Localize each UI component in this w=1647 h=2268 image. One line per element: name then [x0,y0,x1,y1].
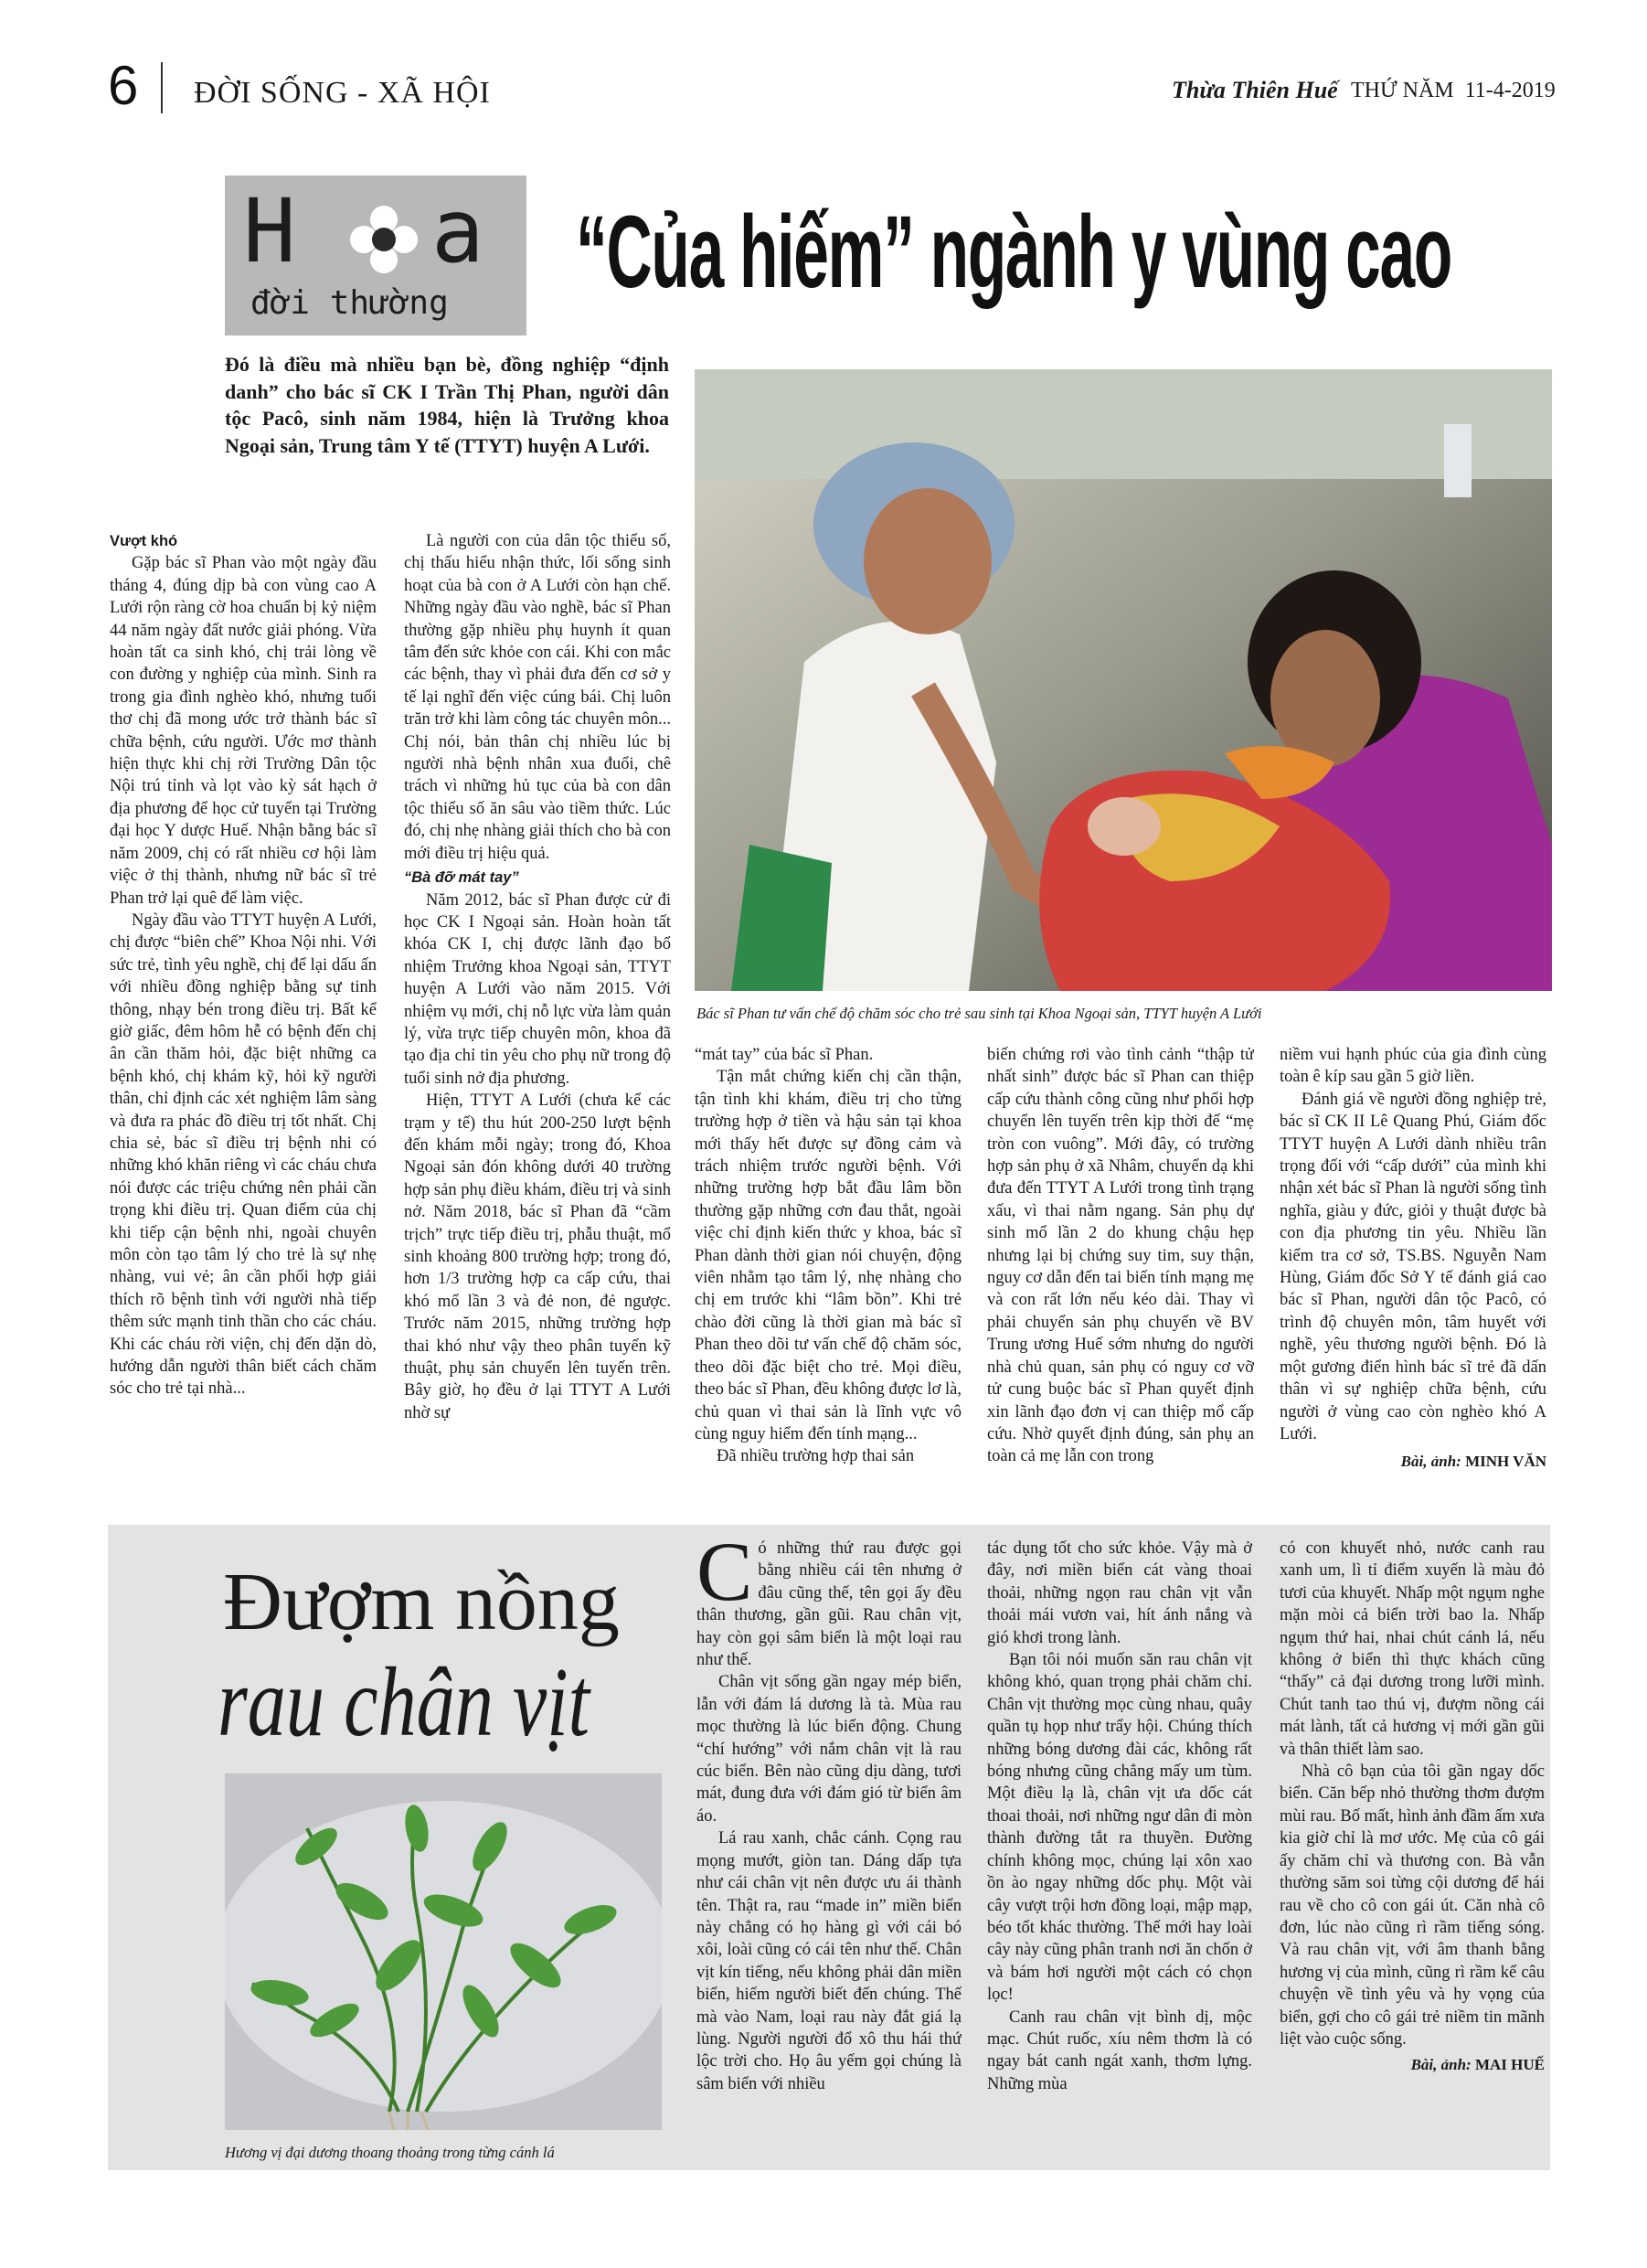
article-2-paragraph: có con khuyết nhỏ, nước canh rau xanh um, lì tỉ điểm xuyến là màu đỏ tươi của khuyết. Nhấp một ngụm nghe mặn mòi cả biển trời bao la. Nhấp ngụm thứ hai, nhai chút cánh lá, nếu không ở biển thì thực khách cũng “thấy” cả đại dương trong lưỡi mình. Chút tanh tao thú vị, đượm nồng cái mát lành, tất cả hương vị mới gần gũi và thân thiết làm sao. [1280,1539,1545,1759]
byline-author: MAI HUẾ [1474,2056,1545,2074]
article-1-paragraph: Là người con của dân tộc thiểu số, chị thấu hiểu nhận thức, lối sống sinh hoạt của bà con ở A Lưới còn hạn chế. Những ngày đầu vào nghề, bác sĩ Phan thường gặp nhiều phụ huynh ít quan tâm đến sức khỏe con cái. Khi con mắc các bệnh, thay vì phải đưa đến cơ sở y tế lại nghĩ đến việc cúng bái. Chị luôn trăn trở khi làm công tác chuyên môn... Chị nói, bản thân chị nhiều lúc bị người nhà bệnh nhân xua đuổi, chê trách vì những hủ tục của bà con dân tộc thiểu số ăn sâu vào tiềm thức. Lúc đó, chị nhẹ nhàng giải thích cho bà con mới điều trị hiệu quả. [404,532,671,863]
doctor-photo [695,369,1552,991]
article-1-column-5 [1280,1044,1546,1519]
byline-label: Bài, ảnh: [1410,2056,1472,2074]
article-1-paragraph: Đánh giá về người đồng nghiệp trẻ, bác sĩ CK II Lê Quang Phú, Giám đốc TTYT huyện A Lưới dành nhiều trân trọng đối với “cấp dưới” của mình khi nhận xét bác sĩ Phan là người sống tình nghĩa, giàu y đức, giỏi y thuật được bà con địa phương tin yêu. Nhiều lần kiểm tra cơ sở, TS.BS. Nguyễn Nam Hùng, Giám đốc Sở Y tế đánh giá cao bác sĩ Phan, người dân tộc Pacô, có trình độ chuyên môn, tâm huyết với nghề, yêu thương người bệnh. Đó là một gương điển hình bác sĩ trẻ đã dấn thân vì sự nghiệp chữa bệnh, cứu người ở vùng cao còn nghèo khó A Lưới. [1280,1090,1546,1443]
subhead-vuot-kho: Vượt khó [110,533,178,549]
logo-subtitle: đời thường [250,284,449,322]
logo-letter-h: H [243,180,296,282]
article-1-column-4 [987,1044,1254,1519]
flower-icon [347,203,420,276]
article-2-paragraph: Chân vịt sống gần ngay mép biển, lẫn với đám lá dương là tà. Mùa rau mọc thường là lúc biển động. Chung “chí hướng” với nắm chân vịt là rau cúc biển. Bên nào cũng dịu dàng, tươi mát, đung đưa với đám gió từ biển âm áo. [696,1673,962,1826]
article-1-byline [1280,1451,1546,1473]
article-2-paragraph: Nhà cô bạn của tôi gần ngay dốc biển. Căn bếp nhỏ thường thơm đượm mùi rau. Bố mất, hình ảnh đầm ấm xưa kia giờ chỉ là mơ ước. Mẹ của cô gái ấy chăm chỉ và thương con. Bà vẫn thường săm soi từng cội dương để hái rau về cho cô con gái út. Căn nhà cô đơn, lúc nào cũng rì rầm tiếng sóng. Và rau chân vịt, với âm thanh bằng hương vị của mình, cũng rì rầm kể câu chuyện về tình yêu và hy vọng của biển, gợi cho cô gái trẻ niềm tin mãnh liệt vào cuộc sống. [1280,1762,1545,2049]
article-1-paragraph: Đã nhiều trường hợp thai sản [717,1447,915,1466]
article-1-paragraph: Ngày đầu vào TTYT huyện A Lưới, chị được “biên chế” Khoa Nội nhi. Với sức trẻ, tình yêu nghề, chị để lại dấu ấn với nhiều đồng nghiệp bằng sự tinh thông, nhạy bén trong điều trị. Bất kể giờ giấc, đêm hôm hễ có bệnh đến chị ân cần thăm hỏi, đặc biệt những ca bệnh khó, chị khám kỹ, hỏi kỹ người thân, chỉ định các xét nghiệm lâm sàng và đưa ra phác đồ điều trị tốt nhất. Chị chia sẻ, bác sĩ điều trị bệnh nhi có những khó khăn riêng vì các cháu chưa nói được các triệu chứng nên phải cần trọng khi điều trị. Quan điểm của chị khi tiếp cận bệnh nhi, ngoài chuyên môn còn tạo tâm lý cho trẻ là sự nhẹ nhàng, vui vẻ; ân cần phối hợp giải thích rõ bệnh tình với người nhà tiếp thêm sức mạnh tinh thần cho các cháu. Khi các cháu rời viện, chị đến dặn dò, hướng dẫn người thân biết cách chăm sóc cho trẻ tại nhà... [110,910,377,1399]
byline-label: Bài, ảnh: [1400,1453,1461,1471]
article-1-paragraph: biến chứng rơi vào tình cảnh “thập tử nhất sinh” được bác sĩ Phan can thiệp cấp cứu thành công cũng như phối hợp chuyển lên tuyến trên kịp thời để “mẹ tròn con vuông”. Mới đây, có trường hợp sản phụ ở xã Nhâm, chuyển dạ khi đưa đến TTYT A Lưới trong tình trạng xấu, vì thai nằm ngang. Sản phụ dự sinh mổ lần 2 do khung chậu hẹp nhưng lại bị chứng suy tim, suy thận, nguy cơ dẫn đến tai biến tính mạng mẹ và con rất lớn nếu kéo dài. Thay vì phải chuyển sản phụ chuyển về BV Trung ương Huế sớm nhưng do người nhà chủ quan, sản phụ có nguy cơ vỡ tử cung buộc bác sĩ Phan quyết định xin lãnh đạo đơn vị can thiệp mổ cấp cứu. Nhờ quyết định đúng, sản phụ an toàn cả mẹ lẫn con trong [987,1046,1254,1466]
article-2-paragraph: tác dụng tốt cho sức khỏe. Vậy mà ở đây, nơi miền biển cát vàng thoai thoải, những ngọn rau chân vịt vẫn thoải mái vươn vai, hít ánh nắng và gió khơi trong lành. [987,1539,1252,1647]
doctor-photo-caption: Bác sĩ Phan tư vấn chế độ chăm sóc cho trẻ sau sinh tại Khoa Ngoại sản, TTYT huyện A Lưới [696,1005,1262,1022]
logo-letter-a: a [431,180,484,282]
article-1-paragraph: niềm vui hạnh phúc của gia đình cùng toàn ê kíp sau gần 5 giờ liền. [1280,1046,1546,1087]
drop-cap: C [696,1538,753,1618]
article-1-paragraph: Gặp bác sĩ Phan vào một ngày đầu tháng 4, đúng dịp bà con vùng cao A Lưới rộn ràng cờ hoa chuẩn bị kỷ niệm 44 năm ngày đất nước giải phóng. Vừa hoàn tất ca sinh khó, chị trải lòng về con đường y nghiệp của mình. Sinh ra trong gia đình nghèo khó, nhưng tuổi thơ chị đã mong ước trở thành bác sĩ chữa bệnh, cứu người. Ước mơ thành hiện thực khi chị rời Trường Dân tộc Nội trú tỉnh và lọt vào kỳ sát hạch ở địa phương để học cử tuyển tại Trường đại học Y dược Huế. Nhận bằng bác sĩ năm 2009, chị có rất nhiều cơ hội làm việc ở thị thành, nhưng nữ bác sĩ trẻ Phan trở lại quê để làm việc. [110,554,377,908]
section-label: ĐỜI SỐNG - XÃ HỘI [194,76,491,110]
article-2-paragraph: ó những thứ rau được gọi bằng nhiều cái tên nhưng ở đâu cũng thế, tên gọi ấy đều thân thương, gần gũi. Rau chân vịt, hay còn gọi sâm biển là một loại rau như thế. [696,1539,962,1670]
article-2-title-line-2: rau chân vịt [218,1648,590,1757]
article-2-column-3 [1280,1538,1545,2161]
article-2-paragraph: Canh rau chân vịt bình dị, mộc mạc. Chút ruốc, xíu nêm thơm là có ngay bát canh ngát xanh, thơm lựng. Những mùa [987,2007,1252,2093]
vegetable-photo [225,1773,662,2130]
article-1-paragraph: “mát tay” của bác sĩ Phan. [695,1046,874,1064]
article-1-paragraph: Tận mắt chứng kiến chị cần thận, tận tình khi khám, điều trị cho từng trường hợp ở tiền và hậu sản tại khoa mới thấy hết được sự đồng cảm và trách nhiệm trước người bệnh. Với những trường hợp bắt đầu lâm bồn thường gặp những cơn đau thắt, ngoài việc chỉ định kiến thức y khoa, bác sĩ Phan dành thời gian nói chuyện, động viên nhằm tạo tâm lý, nhẹ nhàng cho chị em trước khi “lâm bồn”. Khi trẻ chào đời cũng là thời gian mà bác sĩ Phan theo dõi tư vấn chế độ chăm sóc, theo dõi đặc biệt cho trẻ. Mọi điều, theo bác sĩ Phan, đều không được lơ là, chủ quan vì thai sản là lĩnh vực vô cùng nguy hiểm đến tính mạng... [695,1068,962,1443]
article-1-paragraph: Hiện, TTYT A Lưới (chưa kể các trạm y tế) thu hút 200-250 lượt bệnh đến khám mỗi ngày; trong đó, Khoa Ngoại sản đón không dưới 40 trường hợp sản phụ điều khám, điều trị và sinh nở. Năm 2018, bác sĩ Phan đã “cầm trịch” trực tiếp điều trị, phẫu thuật, mổ sinh khoảng 800 trường hợp; trong đó, hơn 1/3 trường hợp ca cấp cứu, thai khó mổ lần 3 và đẻ non, đẻ ngược. Trước năm 2015, những trường hợp thai khó như vậy theo phân tuyến kỹ thuật, phụ sản chuyển lên tuyến trên. Bây giờ, họ đều ở lại TTYT A Lưới nhờ sự [404,1091,671,1422]
article-2-byline [1280,2054,1545,2076]
issue-date: THỨ NĂM 11-4-2019 [1351,79,1556,102]
byline-author: MINH VĂN [1465,1453,1546,1471]
article-1-column-2 [404,530,671,1517]
article-1-column-3 [695,1044,962,1519]
article-1-title: “Của hiếm” ngành y vùng cao [576,195,1452,309]
article-2-column-1 [696,1538,962,2161]
article-1-column-1 [110,530,377,1517]
vegetable-photo-caption: Hương vị đại dương thoang thoảng trong từng cánh lá [225,2144,555,2161]
page-number: 6 [108,55,139,116]
publication-name: Thừa Thiên Huế [1172,77,1338,103]
article-1-paragraph: Năm 2012, bác sĩ Phan được cử đi học CK I Ngoại sản. Hoàn hoàn tất khóa CK I, chị được lãnh đạo bổ nhiệm Trưởng khoa Ngoại sản, TTYT huyện A Lưới vào năm 2015. Với nhiệm vụ mới, chị nỗ lực vừa làm quản lý, vừa trực tiếp chuyên môn, khoa đã tạo địa chỉ tin yêu cho phụ nữ trong độ tuổi sinh nở địa phương. [404,890,671,1088]
article-2 [108,1525,1550,2170]
article-2-paragraph: Lá rau xanh, chắc cánh. Cọng rau mọng mướt, giòn tan. Dáng dấp tựa như cái chân vịt nên được ưu ái thành tên. Thật ra, rau “made in” miền biển này chẳng có họ hàng gì với cái bó xôi, loài cũng có cái tên như thế. Chân vịt kín tiếng, nếu không phải dân miền biển, hiếm người biết đến chúng. Thế mà vào Nam, loại rau này đắt giá lạ lùng. Người người đổ xô thu hái thứ lộc trời cho. Họ âu yếm gọi chúng là sâm biển với nhiều [696,1829,962,2093]
article-2-column-2 [987,1538,1252,2161]
article-1-lead: Đó là điều mà nhiều bạn bè, đồng nghiệp “định danh” cho bác sĩ CK I Trần Thị Phan, người dân tộc Pacô, sinh năm 1984, hiện là Trưởng khoa Ngoại sản, Trung tâm Y tế (TTYT) huyện A Lưới. [225,353,669,457]
subhead-ba-do-mat-tay: “Bà đỡ mát tay” [404,869,519,887]
article-2-title-line-1: Đượm nồng [223,1557,620,1647]
article-2-paragraph: Bạn tôi nói muốn săn rau chân vịt không khó, quan trọng phải chăm chỉ. Chân vịt thường mọc cùng nhau, quây quần tụ họp như trẩy hội. Chúng thích những bóng dương đài các, không rất bóng nhưng cũng chẳng mấy um tùm. Một điều lạ là, chân vịt ưa dốc cát thoai thoải, nơi những ngư dân đi mòn thành đường tắt ra thuyền. Đường chính không mọc, chúng lại xôn xao ồn ào ngay những dốc phụ. Một vài cây vượt trội hơn đồng loại, mập mạp, béo tốt khác thường. Thế mới hay loài cây này cũng phân tranh nơi ăn chốn ở và bám hơi người một cách có chọn lọc! [987,1651,1252,2005]
column-logo [225,176,526,335]
